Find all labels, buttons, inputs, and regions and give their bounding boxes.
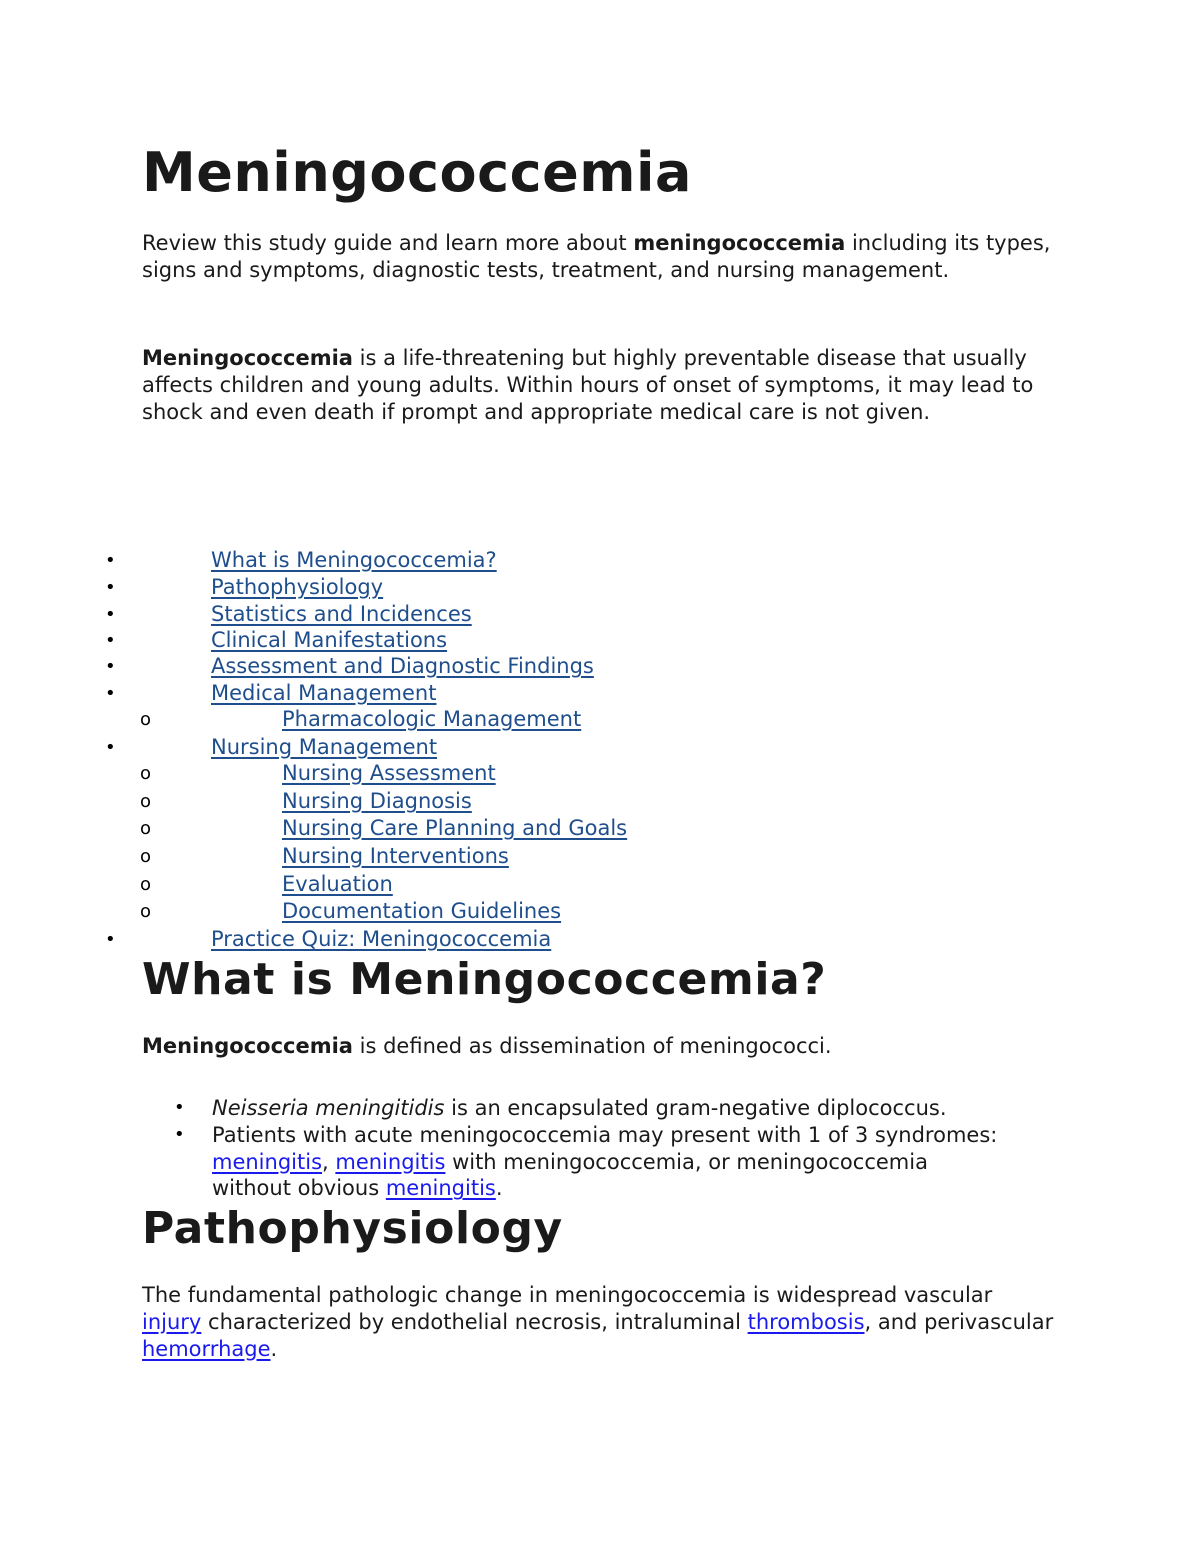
intro-text-bold: meningococcemia (633, 231, 846, 255)
bullet-icon: • (174, 1097, 185, 1118)
toc-link[interactable]: Evaluation (282, 872, 393, 896)
section1-definition (142, 1033, 1057, 1060)
definition-bold: Meningococcemia (142, 346, 353, 370)
circle-bullet-icon: o (140, 901, 152, 922)
circle-bullet-icon: o (140, 846, 152, 867)
bullet-icon: • (174, 1123, 185, 1145)
circle-bullet-icon: o (140, 874, 152, 895)
toc-link[interactable]: Statistics and Incidences (211, 602, 472, 626)
toc-link[interactable]: Practice Quiz: Meningococcemia (211, 927, 552, 951)
section1-definition-text: is defined as dissemination of meningococci. (352, 1034, 832, 1058)
intro-text-post: including its types, signs and symptoms, diagnostic tests, treatment, and nursing management. (142, 231, 1051, 282)
section1-definition-bold: Meningococcemia (142, 1034, 353, 1058)
toc-link[interactable]: Clinical Manifestations (211, 628, 448, 652)
bullet-icon: • (105, 577, 116, 598)
bullet1-italic: Neisseria meningitidis (212, 1096, 445, 1120)
patho-text-pre: The fundamental pathologic change in meningococcemia is widespread vascular (142, 1283, 993, 1307)
circle-bullet-icon: o (140, 791, 152, 812)
bullet-icon: • (105, 737, 116, 758)
section1-bullet-list (142, 1095, 1002, 1202)
meningitis-link[interactable]: meningitis (385, 1176, 496, 1201)
list-item (142, 1122, 1002, 1202)
bullet2-text-pre: Patients with acute meningococcemia may present with 1 of 3 syndromes: (212, 1122, 998, 1147)
patho-text-end: . (270, 1336, 278, 1361)
bullet-icon: • (105, 656, 116, 677)
circle-bullet-icon: o (140, 818, 152, 839)
toc-link[interactable]: What is Meningococcemia? (211, 548, 497, 572)
toc-link[interactable]: Documentation Guidelines (282, 899, 562, 923)
patho-text-mid1: characterized by endothelial necrosis, intraluminal (201, 1309, 748, 1334)
bullet-icon: • (105, 630, 116, 651)
intro-text-pre: Review this study guide and learn more about (142, 231, 634, 255)
toc-link[interactable]: Medical Management (211, 681, 437, 705)
bullet1-text: is an encapsulated gram-negative diplococcus. (444, 1096, 947, 1120)
section-heading-pathophysiology: Pathophysiology (142, 1203, 563, 1254)
toc-link[interactable]: Nursing Interventions (282, 844, 509, 868)
definition-text: is a life-threatening but highly preventable disease that usually affects children and young adults. Within hours of onset of symptoms, it may lead to shock and even death if prompt and appropriate medical care is not given. (142, 346, 1034, 424)
toc-link[interactable]: Nursing Diagnosis (282, 789, 472, 813)
hemorrhage-link[interactable]: hemorrhage (142, 1336, 271, 1361)
thrombosis-link[interactable]: thrombosis (747, 1309, 865, 1334)
bullet-icon: • (105, 550, 116, 571)
bullet2-text-end: . (495, 1176, 503, 1201)
toc-link[interactable]: Nursing Assessment (282, 761, 496, 785)
toc-link[interactable]: Nursing Care Planning and Goals (282, 816, 628, 840)
bullet2-separator: , (322, 1149, 336, 1174)
circle-bullet-icon: o (140, 763, 152, 784)
page-title: Meningococcemia (142, 141, 692, 204)
toc-link[interactable]: Pharmacologic Management (282, 707, 582, 731)
patho-text-mid2: , and perivascular (864, 1309, 1054, 1334)
meningitis-link[interactable]: meningitis (212, 1149, 323, 1174)
section-heading-what-is: What is Meningococcemia? (142, 954, 827, 1005)
toc-link[interactable]: Nursing Management (211, 735, 438, 759)
intro-paragraph (142, 230, 1057, 284)
bullet-icon: • (105, 929, 116, 950)
meningitis-link[interactable]: meningitis (335, 1149, 446, 1174)
injury-link[interactable]: injury (142, 1309, 202, 1334)
circle-bullet-icon: o (140, 709, 152, 730)
bullet2-text-mid: with meningococcemia, or meningococcemia without obvious (212, 1149, 928, 1201)
toc-link[interactable]: Pathophysiology (211, 575, 384, 599)
bullet-icon: • (105, 683, 116, 704)
definition-paragraph (142, 345, 1057, 425)
list-item (142, 1095, 1002, 1122)
bullet-icon: • (105, 604, 116, 625)
toc-link[interactable]: Assessment and Diagnostic Findings (211, 654, 594, 678)
pathophysiology-paragraph (142, 1282, 1057, 1362)
